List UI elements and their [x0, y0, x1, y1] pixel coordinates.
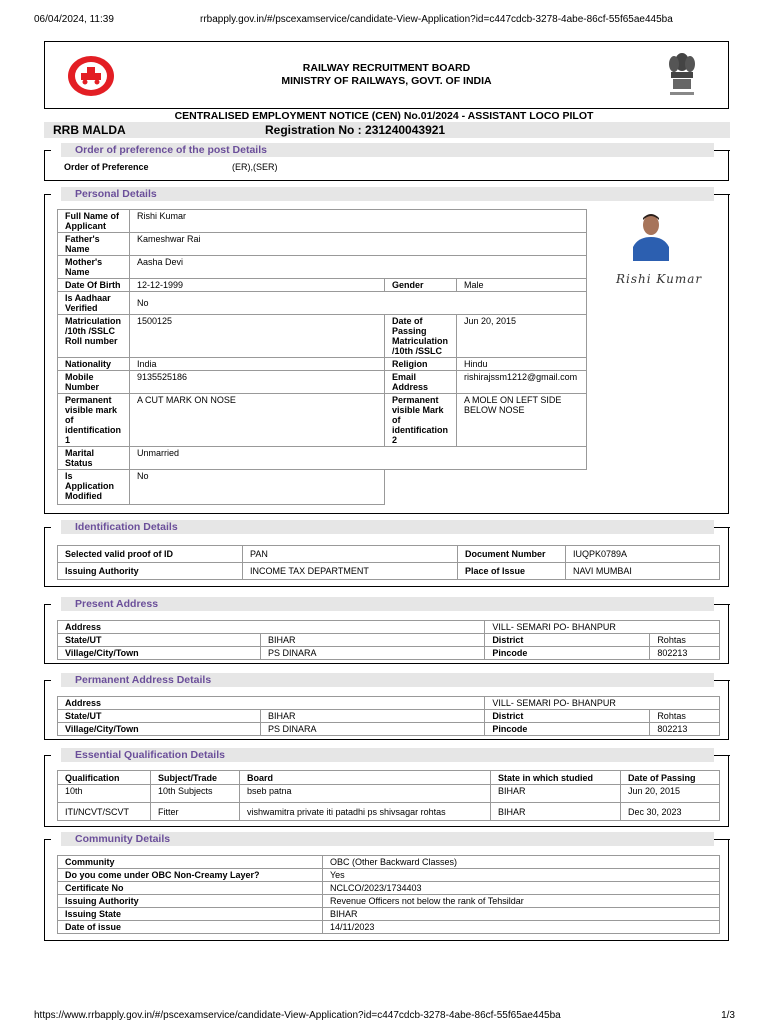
place-of-issue-value: NAVI MUMBAI	[566, 563, 720, 580]
registration-bar	[44, 122, 730, 138]
personal-section	[44, 188, 729, 514]
table-row	[58, 856, 720, 869]
cen-title: CENTRALISED EMPLOYMENT NOTICE (CEN) No.01/2024 - ASSISTANT LOCO PILOT	[174, 110, 594, 122]
community-section	[44, 833, 729, 941]
national-emblem-icon	[662, 50, 702, 102]
date-of-issue-value: 14/11/2023	[323, 921, 720, 934]
permanent-address-section-header	[45, 673, 730, 687]
table-row	[58, 908, 720, 921]
applicant-signature: Rishi Kumar	[616, 272, 703, 286]
nationality-value: India	[130, 358, 385, 371]
column-header: Subject/Trade	[151, 771, 240, 785]
present-district-value: Rohtas	[650, 634, 720, 647]
print-url: rrbapply.gov.in/#/pscexamservice/candidate-View-Application?id=c447cdcb-3278-4abe-86cf-55f65ae445ba	[200, 14, 673, 25]
permanent-address-section-title: Permanent Address Details	[75, 674, 212, 686]
permanent-village-label: Village/City/Town	[58, 723, 261, 736]
mark2-label: Permanent visible Mark of identification 2	[385, 394, 457, 447]
qualification-section-title: Essential Qualification Details	[75, 749, 225, 761]
column-header: State in which studied	[491, 771, 621, 785]
footer-url: https://www.rrbapply.gov.in/#/pscexamservice/candidate-View-Application?id=c447cdcb-3278-4abe-86cf-55f65ae445ba	[34, 1010, 561, 1021]
issuing-authority-label: Issuing Authority	[58, 563, 243, 580]
qualification-section-header	[45, 748, 730, 762]
modified-label: Is Application Modified	[58, 470, 130, 505]
qualification-table	[57, 770, 720, 821]
present-address-section	[44, 598, 729, 664]
identification-section-header	[45, 520, 730, 534]
permanent-district-value: Rohtas	[650, 710, 720, 723]
certificate-no-value: NCLCO/2023/1734403	[323, 882, 720, 895]
table-cell: Dec 30, 2023	[621, 803, 720, 821]
present-village-value: PS DINARA	[261, 647, 485, 660]
table-row	[58, 634, 720, 647]
issuing-authority-value: INCOME TAX DEPARTMENT	[243, 563, 458, 580]
pass-date-label: Date of Passing Matriculation /10th /SSLC	[385, 315, 457, 358]
community-section-header	[45, 832, 730, 846]
preference-value: (ER),(SER)	[232, 162, 278, 172]
table-row	[58, 785, 720, 803]
email-label: Email Address	[385, 371, 457, 394]
issuing-state-label: Issuing State	[58, 908, 323, 921]
personal-section-title: Personal Details	[75, 188, 157, 200]
table-cell: vishwamitra private iti patadhi ps shivsagar rohtas	[240, 803, 491, 821]
applicant-photo	[630, 211, 672, 261]
preference-section	[44, 144, 729, 181]
non-creamy-value: Yes	[323, 869, 720, 882]
table-row	[58, 882, 720, 895]
present-state-value: BIHAR	[261, 634, 485, 647]
permanent-state-label: State/UT	[58, 710, 261, 723]
permanent-district-label: District	[485, 710, 650, 723]
board-title-line2: MINISTRY OF RAILWAYS, GOVT. OF INDIA	[281, 75, 492, 87]
permanent-state-value: BIHAR	[261, 710, 485, 723]
aadhaar-label: Is Aadhaar Verified	[58, 292, 130, 315]
board-title	[45, 62, 728, 88]
mark1-label: Permanent visible mark of identification 1	[58, 394, 130, 447]
table-row	[58, 447, 587, 470]
identification-section	[44, 521, 729, 587]
print-datetime: 06/04/2024, 11:39	[34, 14, 114, 25]
present-village-label: Village/City/Town	[58, 647, 261, 660]
table-cell: 10th Subjects	[151, 785, 240, 803]
community-value: OBC (Other Backward Classes)	[323, 856, 720, 869]
community-table	[57, 855, 720, 934]
community-authority-value: Revenue Officers not below the rank of Tehsildar	[323, 895, 720, 908]
present-state-label: State/UT	[58, 634, 261, 647]
matric-value: 1500125	[130, 315, 385, 358]
nationality-label: Nationality	[58, 358, 130, 371]
preference-label: Order of Preference	[64, 162, 149, 172]
pass-date-value: Jun 20, 2015	[457, 315, 587, 358]
doc-number-label: Document Number	[458, 546, 566, 563]
father-name-label: Father's Name	[58, 233, 130, 256]
permanent-address-value: VILL- SEMARI PO- BHANPUR	[485, 697, 720, 710]
qualification-section	[44, 749, 729, 827]
table-row	[58, 358, 587, 371]
table-row	[58, 895, 720, 908]
permanent-address-section	[44, 674, 729, 740]
preference-table	[57, 161, 557, 173]
identification-section-title: Identification Details	[75, 521, 178, 533]
present-address-label: Address	[58, 621, 485, 634]
marital-label: Marital Status	[58, 447, 130, 470]
id-proof-value: PAN	[243, 546, 458, 563]
table-row	[58, 869, 720, 882]
matric-label: Matriculation /10th /SSLC Roll number	[58, 315, 130, 358]
permanent-address-label: Address	[58, 697, 485, 710]
table-cell: 10th	[58, 785, 151, 803]
gender-value: Male	[457, 279, 587, 292]
table-cell: Jun 20, 2015	[621, 785, 720, 803]
present-address-section-title: Present Address	[75, 598, 159, 610]
table-row	[58, 723, 720, 736]
place-of-issue-label: Place of Issue	[458, 563, 566, 580]
board-title-line1: RAILWAY RECRUITMENT BOARD	[302, 62, 471, 74]
table-row	[58, 621, 720, 634]
non-creamy-label: Do you come under OBC Non-Creamy Layer?	[58, 869, 323, 882]
gender-label: Gender	[385, 279, 457, 292]
board-header	[44, 41, 729, 109]
table-row	[58, 921, 720, 934]
community-authority-label: Issuing Authority	[58, 895, 323, 908]
modified-value: No	[130, 470, 385, 505]
registration-label: Registration No :	[265, 123, 366, 137]
table-row	[58, 470, 587, 505]
present-address-section-header	[45, 597, 730, 611]
religion-value: Hindu	[457, 358, 587, 371]
permanent-pincode-label: Pincode	[485, 723, 650, 736]
identification-table	[57, 545, 720, 580]
preference-section-title: Order of preference of the post Details	[75, 144, 267, 156]
table-row	[58, 292, 587, 315]
community-label: Community	[58, 856, 323, 869]
present-address-value: VILL- SEMARI PO- BHANPUR	[485, 621, 720, 634]
table-row	[58, 803, 720, 821]
mother-name-value: Aasha Devi	[130, 256, 587, 279]
email-value: rishirajssm1212@gmail.com	[457, 371, 587, 394]
table-cell: Fitter	[151, 803, 240, 821]
dob-label: Date Of Birth	[58, 279, 130, 292]
permanent-address-table	[57, 696, 720, 736]
table-row	[58, 315, 587, 358]
personal-section-header	[45, 187, 730, 201]
table-row	[58, 546, 720, 563]
present-pincode-label: Pincode	[485, 647, 650, 660]
permanent-village-value: PS DINARA	[261, 723, 485, 736]
permanent-pincode-value: 802213	[650, 723, 720, 736]
father-name-value: Kameshwar Rai	[130, 233, 587, 256]
table-row	[58, 563, 720, 580]
table-cell: bseb patna	[240, 785, 491, 803]
column-header: Date of Passing	[621, 771, 720, 785]
present-address-table	[57, 620, 720, 660]
table-row	[58, 279, 587, 292]
table-cell: BIHAR	[491, 785, 621, 803]
certificate-no-label: Certificate No	[58, 882, 323, 895]
registration-value: 231240043921	[365, 123, 446, 137]
dob-value: 12-12-1999	[130, 279, 385, 292]
column-header: Qualification	[58, 771, 151, 785]
community-section-title: Community Details	[75, 833, 171, 845]
table-row	[58, 233, 587, 256]
doc-number-value: IUQPK0789A	[566, 546, 720, 563]
preference-section-header	[45, 143, 730, 157]
present-district-label: District	[485, 634, 650, 647]
table-row	[58, 710, 720, 723]
mobile-value: 9135525186	[130, 371, 385, 394]
table-row	[58, 210, 587, 233]
full-name-label: Full Name of Applicant	[58, 210, 130, 233]
registration-number	[265, 123, 445, 137]
column-header: Board	[240, 771, 491, 785]
personal-table	[57, 209, 587, 505]
full-name-value: Rishi Kumar	[130, 210, 587, 233]
id-proof-label: Selected valid proof of ID	[58, 546, 243, 563]
table-header-row	[58, 771, 720, 785]
table-row	[58, 256, 587, 279]
issuing-state-value: BIHAR	[323, 908, 720, 921]
table-cell: BIHAR	[491, 803, 621, 821]
religion-label: Religion	[385, 358, 457, 371]
table-row	[58, 647, 720, 660]
rrb-name: RRB MALDA	[53, 123, 126, 137]
table-row	[58, 371, 587, 394]
mark1-value: A CUT MARK ON NOSE	[130, 394, 385, 447]
mother-name-label: Mother's Name	[58, 256, 130, 279]
table-row	[58, 394, 587, 447]
marital-value: Unmarried	[130, 447, 587, 470]
mark2-value: A MOLE ON LEFT SIDE BELOW NOSE	[457, 394, 587, 447]
date-of-issue-label: Date of issue	[58, 921, 323, 934]
aadhaar-value: No	[130, 292, 587, 315]
table-row	[58, 697, 720, 710]
mobile-label: Mobile Number	[58, 371, 130, 394]
table-cell: ITI/NCVT/SCVT	[58, 803, 151, 821]
page-number: 1/3	[721, 1010, 735, 1021]
present-pincode-value: 802213	[650, 647, 720, 660]
